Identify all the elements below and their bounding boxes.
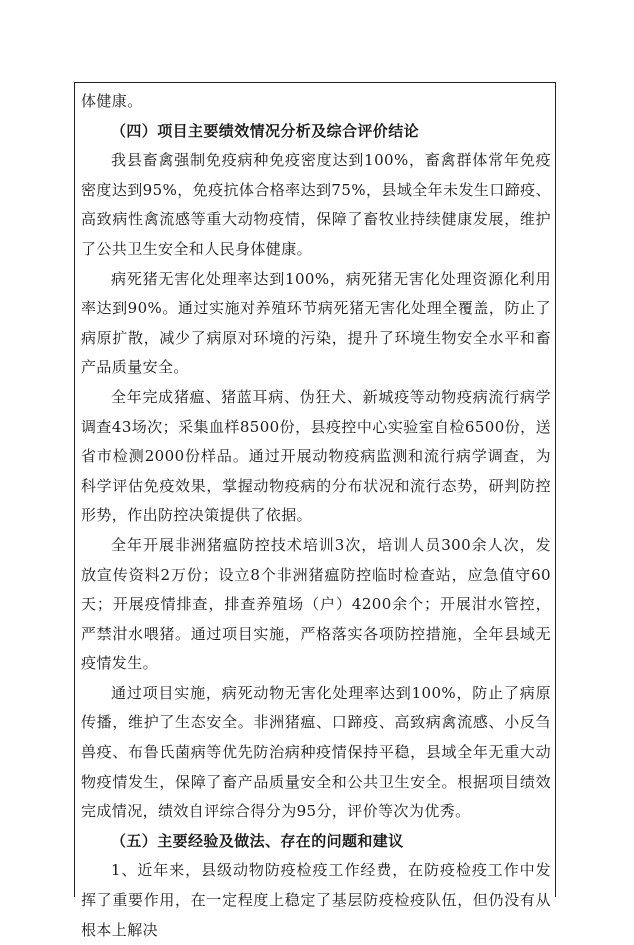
section4-paragraph-2: 病死猪无害化处理率达到100%，病死猪无害化处理资源化利用率达到90%。通过实施对养殖环节病死猪无害化处理全覆盖，防止了病原扩散，减少了病原对环境的污染，提升了环境生物安全水平和畜产品质量安全。 <box>81 269 551 377</box>
section4-heading: （四）项目主要绩效情况分析及综合评价结论 <box>111 121 420 140</box>
table-cell-frame <box>74 82 556 939</box>
document-body <box>81 87 551 945</box>
section5-heading: （五）主要经验及做法、存在的问题和建议 <box>111 831 404 850</box>
continuation-text: 体健康。 <box>81 92 143 110</box>
section4-paragraph-3: 全年完成猪瘟、猪蓝耳病、伪狂犬、新城疫等动物疫病流行病学调查43场次；采集血样8500份，县疫控中心实验室自检6500份，送省市检测2000份样品。通过开展动物疫病监测和流行病学调查，为科学评估免疫效果，掌握动物疫病的分布状况和流行态势，研判防控形势，作出防控决策提供了依据。 <box>81 387 551 525</box>
section4-paragraph-1: 我县畜禽强制免疫病种免疫密度达到100%，畜禽群体常年免疫密度达到95%，免疫抗体合格率达到75%，县域全年未发生口蹄疫、高致病性禽流感等重大动物疫情，保障了畜牧业持续健康发展，维护了公共卫生安全和人民身体健康。 <box>81 151 551 258</box>
section4-paragraph-4: 全年开展非洲猪瘟防控技术培训3次，培训人员300余人次，发放宣传资料2万份；设立8个非洲猪瘟防控临时检查站，应急值守60天；开展疫情排查，排查养殖场（户）4200余个；开展泔水管控，严禁泔水喂猪。通过项目实施，严格落实各项防控措施，全年县域无疫情发生。 <box>81 535 551 673</box>
section5-paragraph-1: 1、近年来，县级动物防疫检疫工作经费，在防疫检疫工作中发挥了重要作用，在一定程度上稳定了基层防疫检疫队伍，但仍没有从根本上解决 <box>81 861 551 939</box>
section4-paragraph-5: 通过项目实施，病死动物无害化处理率达到100%，防止了病原传播，维护了生态安全。非洲猪瘟、口蹄疫、高致病禽流感、小反刍兽疫、布鲁氏菌病等优先防治病种疫情保持平稳，县域全年无重大动物疫情发生，保障了畜产品质量安全和公共卫生安全。根据项目绩效完成情况，绩效自评综合得分为95分，评价等次为优秀。 <box>81 683 551 821</box>
